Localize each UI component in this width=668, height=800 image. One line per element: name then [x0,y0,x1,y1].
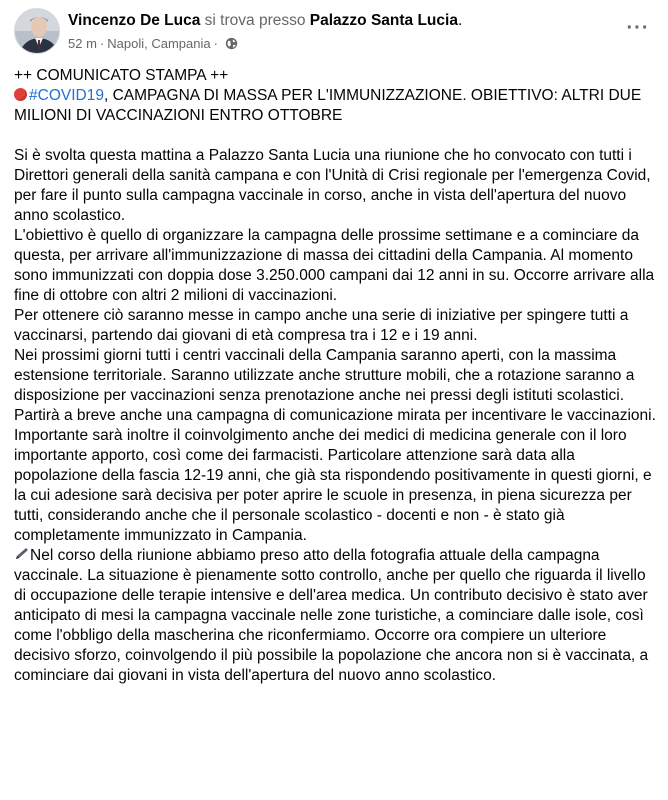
checkin-place[interactable]: Palazzo Santa Lucia [309,12,458,29]
post-location[interactable]: Napoli, Campania [107,36,211,51]
avatar[interactable] [14,8,60,54]
post-paragraph-3: Per ottenere ciò saranno messe in campo anche una serie di iniziative per spingere tutti a vaccinarsi, partendo dai giovani di età compresa tra i 12 e i 19 anni. [14,307,629,344]
post-meta [68,35,238,52]
paragraph-5-text: Nel corso della riunione abbiamo preso atto della fotografia attuale della campagna vaccinale. La situazione è pienamente sotto controllo, anche per quello che riguarda il livello di occupazione delle terapie intensive e dell'area medica. Un contributo decisivo è stato aver anticipato di mesi la campagna vaccinale nelle zone turistiche, a cominciare dalle isole, così come l'obbligo della mascherina che riconfermiamo. Occorre ora compiere un ulteriore decisivo sforzo, coinvolgendo il più possibile la popolazione che ancora non si è vaccinata, a cominciare dai giovani in vista dell'apertura del nuovo anno scolastico. [14,547,649,684]
post-paragraph-4: Nei prossimi giorni tutti i centri vaccinali della Campania saranno aperti, con la massima estensione territoriale. Saranno utilizzate anche strutture mobili, che a rotazione saranno a disposizione per vaccinazioni senza prenotazione anche nei pressi degli istituti scolastici. Partirà a breve anche una campagna di comunicazione mirata per incentivare le vaccinazioni. Importante sarà inoltre il coinvolgimento anche dei medici di medicina generale con il loro importante apporto, così come dei farmacisti. Particolare attenzione sarà data alla popolazione della fascia 12-19 anni, che già sta rispondendo positivamente in questi giorni, e la cui adesione sarà decisiva per poter aprire le scuole in presenza, in piena sicurezza per tutti, considerando anche che il personale scolastico - docenti e non - è stato già completamente immunizzato in Campania. [14,347,656,544]
post-headline [14,86,660,126]
post-body [14,66,660,686]
avatar-image [15,9,60,54]
pen-icon [14,547,30,561]
location-connector: si trova presso [200,12,310,29]
hashtag-link[interactable]: #COVID19 [29,87,104,104]
more-options-button[interactable] [622,16,654,40]
header-end-punct: . [457,12,463,29]
post-paragraph-2: L'obiettivo è quello di organizzare la campagna delle prossime settimane e a cominciare da questa, per arrivare all'immunizzazione di massa dei cittadini della Campania. Al momento sono immunizzati con doppia dose 3.250.000 campani dai 12 anni in su. Occorre arrivare alla fine di ottobre con altri 2 milioni di vaccinazioni. [14,227,655,304]
meta-separator-2: · [213,36,218,51]
red-circle-emoji [14,88,27,101]
post-header-line [68,11,462,31]
post-paragraph-1: Si è svolta questa mattina a Palazzo Santa Lucia una riunione che ho convocato con tutti i Direttori generali della sanità campana e con l'Unità di Crisi regionale per l'emergenza Covid, per fare il punto sulla campagna vaccinale in corso, anche in vista dell'apertura del nuovo anno scolastico. [14,147,651,224]
globe-icon [225,37,238,50]
meta-separator: · [99,36,105,51]
headline-text: , CAMPAGNA DI MASSA PER L'IMMUNIZZAZIONE. OBIETTIVO: ALTRI DUE MILIONI DI VACCINAZIONI ENTRO OTTOBRE [14,87,642,124]
paragraph-gap [14,126,660,146]
post-paragraph-5 [14,546,660,686]
author-name[interactable]: Vincenzo De Luca [68,12,201,29]
post-timestamp[interactable]: 52 m [68,36,97,51]
more-horizontal-icon: ··· [626,16,650,39]
post-header [14,8,654,60]
post-line-1: ++ COMUNICATO STAMPA ++ [14,67,229,84]
